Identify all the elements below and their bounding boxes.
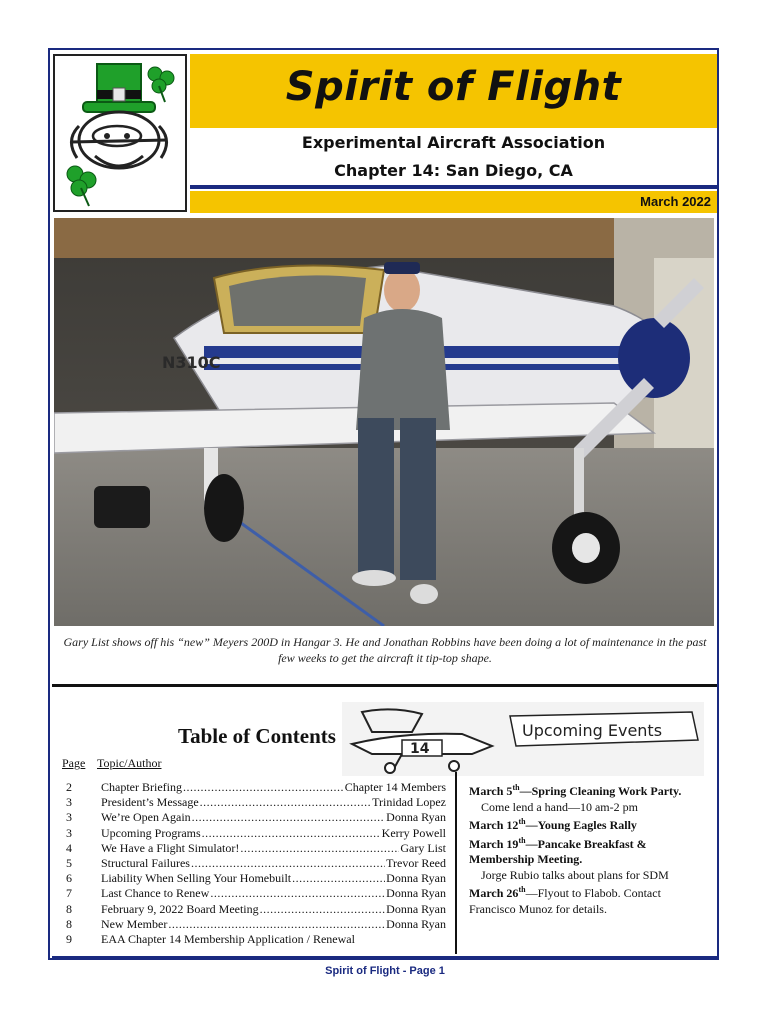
masthead-banner [190,54,717,128]
leprechaun-logo-icon [55,56,185,210]
event-date: March 5 [469,784,513,798]
page-footer: Spirit of Flight - Page 1 [325,965,445,977]
toc-leader-dots [260,902,386,917]
toc-page-number: 7 [66,886,72,901]
toc-topic: Structural Failures [101,855,190,870]
toc-leader-dots [292,871,385,886]
cover-photo [54,218,714,626]
toc-page-number: 3 [66,825,72,840]
toc-topic: Liability When Selling Your Homebuilt [101,871,292,886]
newsletter-title: Spirit of Flight [285,64,622,110]
airplane-sketch-icon [342,702,704,776]
toc-row [62,826,446,841]
toc-row [62,886,446,901]
upcoming-events-label: Upcoming Events [522,721,663,740]
issue-date-bar [190,191,717,213]
toc-topic: Chapter Briefing [101,780,182,794]
column-divider [455,772,457,954]
toc-author: Trevor Reed [386,855,446,870]
toc-list [62,780,446,947]
toc-topic: New Member [101,916,168,931]
toc-page-number: 8 [66,901,72,916]
event-date-suffix: th [518,885,526,894]
toc-topic: Upcoming Programs [101,825,201,840]
toc-author: Donna Ryan [386,916,446,931]
upcoming-events-graphic [342,702,704,776]
tail-number: N310C [162,353,221,372]
airplane-hangar-photo [54,218,714,626]
toc-leader-dots [168,917,385,932]
toc-author: Trinidad Lopez [372,795,446,810]
toc-author: Donna Ryan [386,886,446,901]
event-heading [469,818,637,832]
event-heading [469,886,526,900]
toc-topic: February 9, 2022 Board Meeting [101,901,259,916]
chapter-logo [53,54,187,212]
toc-page-number: 4 [66,840,72,855]
header-divider [190,185,717,189]
event-date: March 26 [469,886,519,900]
toc-leader-dots [240,841,399,856]
toc-row [62,780,446,795]
toc-author: Donna Ryan [386,901,446,916]
toc-heading: Table of Contents [178,724,336,748]
toc-row [62,932,446,947]
toc-leader-dots [202,826,381,841]
section-divider [52,684,717,687]
event-date: March 12 [469,818,519,832]
toc-row [62,871,446,886]
event-date-suffix: th [518,817,526,826]
event-detail: —Flyout to Flabob. Contact Francisco Munoz for details. [469,886,661,916]
toc-topic: EAA Chapter 14 Membership Application / Renewal [101,931,355,946]
chapter-name: Chapter 14: San Diego, CA [334,161,573,180]
toc-author: Chapter 14 Members [344,780,446,794]
event-item [469,837,709,884]
footer-divider [52,956,717,959]
toc-row [62,841,446,856]
organization-name: Experimental Aircraft Association [301,133,606,152]
toc-leader-dots [200,795,371,810]
toc-page-number: 2 [66,780,72,794]
event-title: —Pancake Breakfast & Membership Meeting. [469,836,647,866]
toc-page-number: 8 [66,916,72,931]
event-detail: Jorge Rubio talks about plans for SDM [481,867,669,882]
toc-author: Donna Ryan [386,871,446,886]
event-heading [469,837,647,867]
toc-author: Kerry Powell [381,825,446,840]
events-list [469,784,709,920]
toc-leader-dots [191,856,385,871]
toc-page-number: 3 [66,810,72,825]
toc-topic-header: Topic/Author [97,756,162,770]
toc-page-number: 6 [66,871,72,886]
event-date-suffix: th [518,835,526,845]
toc-row [62,902,446,917]
issue-date: March 2022 [640,194,711,209]
toc-page-header: Page [62,756,86,770]
event-item [469,818,709,834]
event-item [469,886,709,917]
toc-topic: We’re Open Again [101,810,191,825]
toc-page-number: 5 [66,855,72,870]
toc-topic: President’s Message [101,795,199,810]
toc-leader-dots [210,886,385,901]
toc-page-number: 9 [66,931,72,946]
toc-row [62,810,446,825]
photo-caption: Gary List shows off his “new” Meyers 200D in Hangar 3. He and Jonathan Robbins have been doing a lot of maintenance in the past few weeks to get the aircraft it tip-top shape. [63,635,707,665]
event-date-suffix: th [512,783,520,792]
toc-row [62,917,446,932]
toc-topic: We Have a Flight Simulator! [101,840,240,855]
event-detail: Come lend a hand—10 am-2 pm [481,799,638,814]
event-date: March 19 [469,836,519,851]
event-title: —Young Eagles Rally [525,818,637,832]
toc-topic: Last Chance to Renew [101,886,210,901]
toc-leader-dots [183,780,344,795]
chapter-badge: 14 [410,741,430,757]
toc-author: Donna Ryan [386,810,446,825]
event-item [469,784,709,815]
event-heading [469,784,681,798]
toc-leader-dots [192,810,385,825]
toc-row [62,795,446,810]
toc-row [62,856,446,871]
toc-page-number: 3 [66,795,72,810]
toc-author: Gary List [400,840,446,855]
event-title: —Spring Cleaning Work Party. [519,784,682,798]
